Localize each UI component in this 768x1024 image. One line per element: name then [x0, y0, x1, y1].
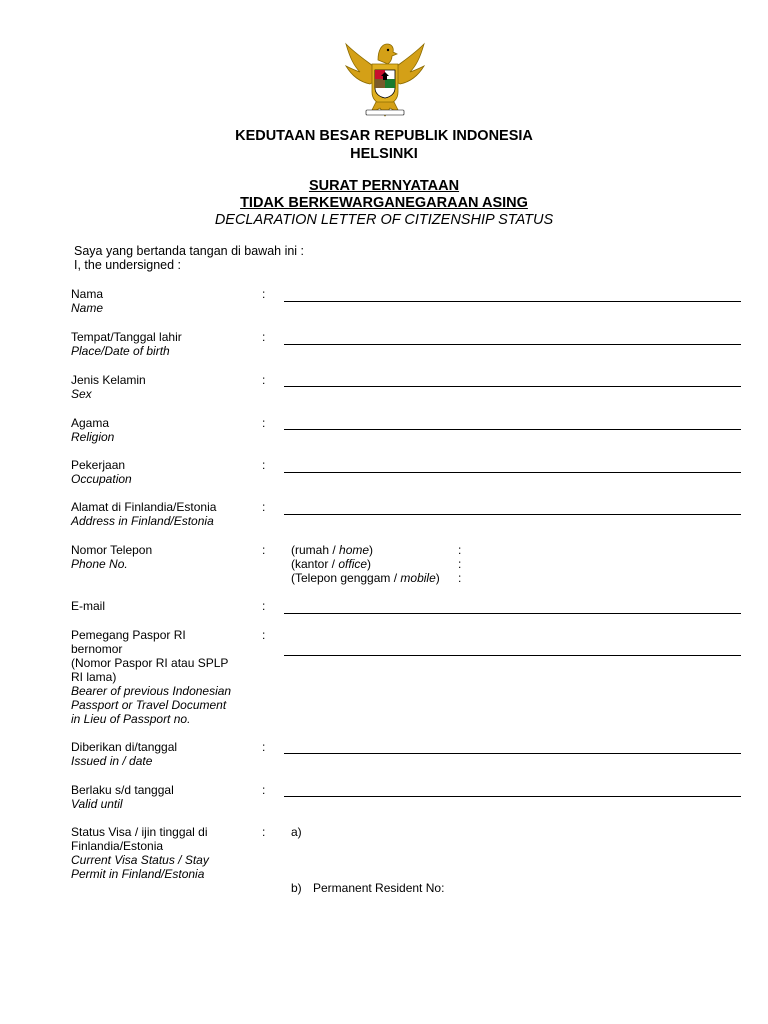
visa-option-b[interactable]: b): [291, 881, 302, 895]
label-passport-3: (Nomor Paspor RI atau SPLP: [71, 656, 229, 670]
label-sex: Jenis Kelamin: [71, 373, 146, 387]
label-passport-2: bernomor: [71, 642, 123, 656]
colon: :: [262, 287, 266, 301]
phone-home-label: (rumah / home): [291, 543, 374, 557]
visa-permanent-resident-label: Permanent Resident No:: [313, 881, 445, 895]
label-issued-en: Issued in / date: [71, 754, 153, 768]
visa-option-a[interactable]: a): [291, 825, 302, 839]
colon: :: [262, 373, 266, 387]
label-name: Nama: [71, 287, 104, 301]
label-passport-en-2: Passport or Travel Document: [71, 698, 227, 712]
label-visa-en-2: Permit in Finland/Estonia: [71, 867, 205, 881]
label-occupation: Pekerjaan: [71, 458, 126, 472]
embassy-name: KEDUTAAN BESAR REPUBLIK INDONESIA: [235, 128, 533, 144]
colon: :: [262, 825, 266, 839]
colon: :: [262, 500, 266, 514]
phone-office-field[interactable]: :: [458, 557, 462, 571]
label-issued: Diberikan di/tanggal: [71, 740, 178, 754]
phone-mobile-label: (Telepon genggam / mobile): [291, 571, 440, 585]
address-input-line[interactable]: [284, 514, 741, 515]
passport-input-line[interactable]: [284, 655, 741, 656]
email-input-line[interactable]: [284, 613, 741, 614]
embassy-city: HELSINKI: [350, 146, 418, 162]
intro-indonesian: Saya yang bertanda tangan di bawah ini :: [74, 244, 305, 258]
label-passport-en-1: Bearer of previous Indonesian: [71, 684, 232, 698]
label-religion-en: Religion: [71, 430, 115, 444]
issued-input-line[interactable]: [284, 753, 741, 754]
intro-text: [74, 244, 304, 272]
colon: :: [262, 740, 266, 754]
label-name-en: Name: [71, 301, 104, 315]
document-title: SURAT PERNYATAAN: [308, 178, 460, 194]
label-valid-en: Valid until: [71, 797, 123, 811]
label-visa-en-1: Current Visa Status / Stay: [71, 853, 209, 867]
occupation-input-line[interactable]: [284, 472, 741, 473]
label-sex-en: Sex: [71, 387, 92, 401]
colon: :: [262, 543, 266, 557]
label-valid: Berlaku s/d tanggal: [71, 783, 174, 797]
valid-input-line[interactable]: [284, 796, 741, 797]
label-address: Alamat di Finlandia/Estonia: [71, 500, 217, 514]
label-phone-en: Phone No.: [71, 557, 128, 571]
title-line1-wrap: [0, 177, 768, 195]
label-phone: Nomor Telepon: [71, 543, 153, 557]
label-birth: Tempat/Tanggal lahir: [71, 330, 182, 344]
label-passport-4: RI lama): [71, 670, 117, 684]
name-input-line[interactable]: [284, 301, 741, 302]
title-line2-wrap: [0, 194, 768, 212]
colon: :: [262, 783, 266, 797]
label-birth-en: Place/Date of birth: [71, 344, 170, 358]
phone-office-label: (kantor / office): [291, 557, 372, 571]
label-occupation-en: Occupation: [71, 472, 132, 486]
colon: :: [262, 599, 266, 613]
label-visa-1: Status Visa / ijin tinggal di: [71, 825, 208, 839]
sex-input-line[interactable]: [284, 386, 741, 387]
document-subtitle: TIDAK BERKEWARGANEGARAAN ASING: [240, 195, 528, 211]
garuda-emblem-icon: [340, 36, 430, 120]
colon: :: [262, 330, 266, 344]
document-title-english: DECLARATION LETTER OF CITIZENSHIP STATUS: [214, 212, 554, 228]
religion-input-line[interactable]: [284, 429, 741, 430]
label-religion: Agama: [71, 416, 110, 430]
colon: :: [262, 458, 266, 472]
colon: :: [262, 628, 266, 642]
colon: :: [262, 416, 266, 430]
phone-home-field[interactable]: :: [458, 543, 462, 557]
label-address-en: Address in Finland/Estonia: [71, 514, 214, 528]
phone-mobile-field[interactable]: :: [458, 571, 462, 585]
intro-english: I, the undersigned :: [74, 258, 182, 272]
label-email: E-mail: [71, 599, 106, 613]
label-passport-en-3: in Lieu of Passport no.: [71, 712, 191, 726]
birth-input-line[interactable]: [284, 344, 741, 345]
label-visa-2: Finlandia/Estonia: [71, 839, 164, 853]
label-passport-1: Pemegang Paspor RI: [71, 628, 186, 642]
